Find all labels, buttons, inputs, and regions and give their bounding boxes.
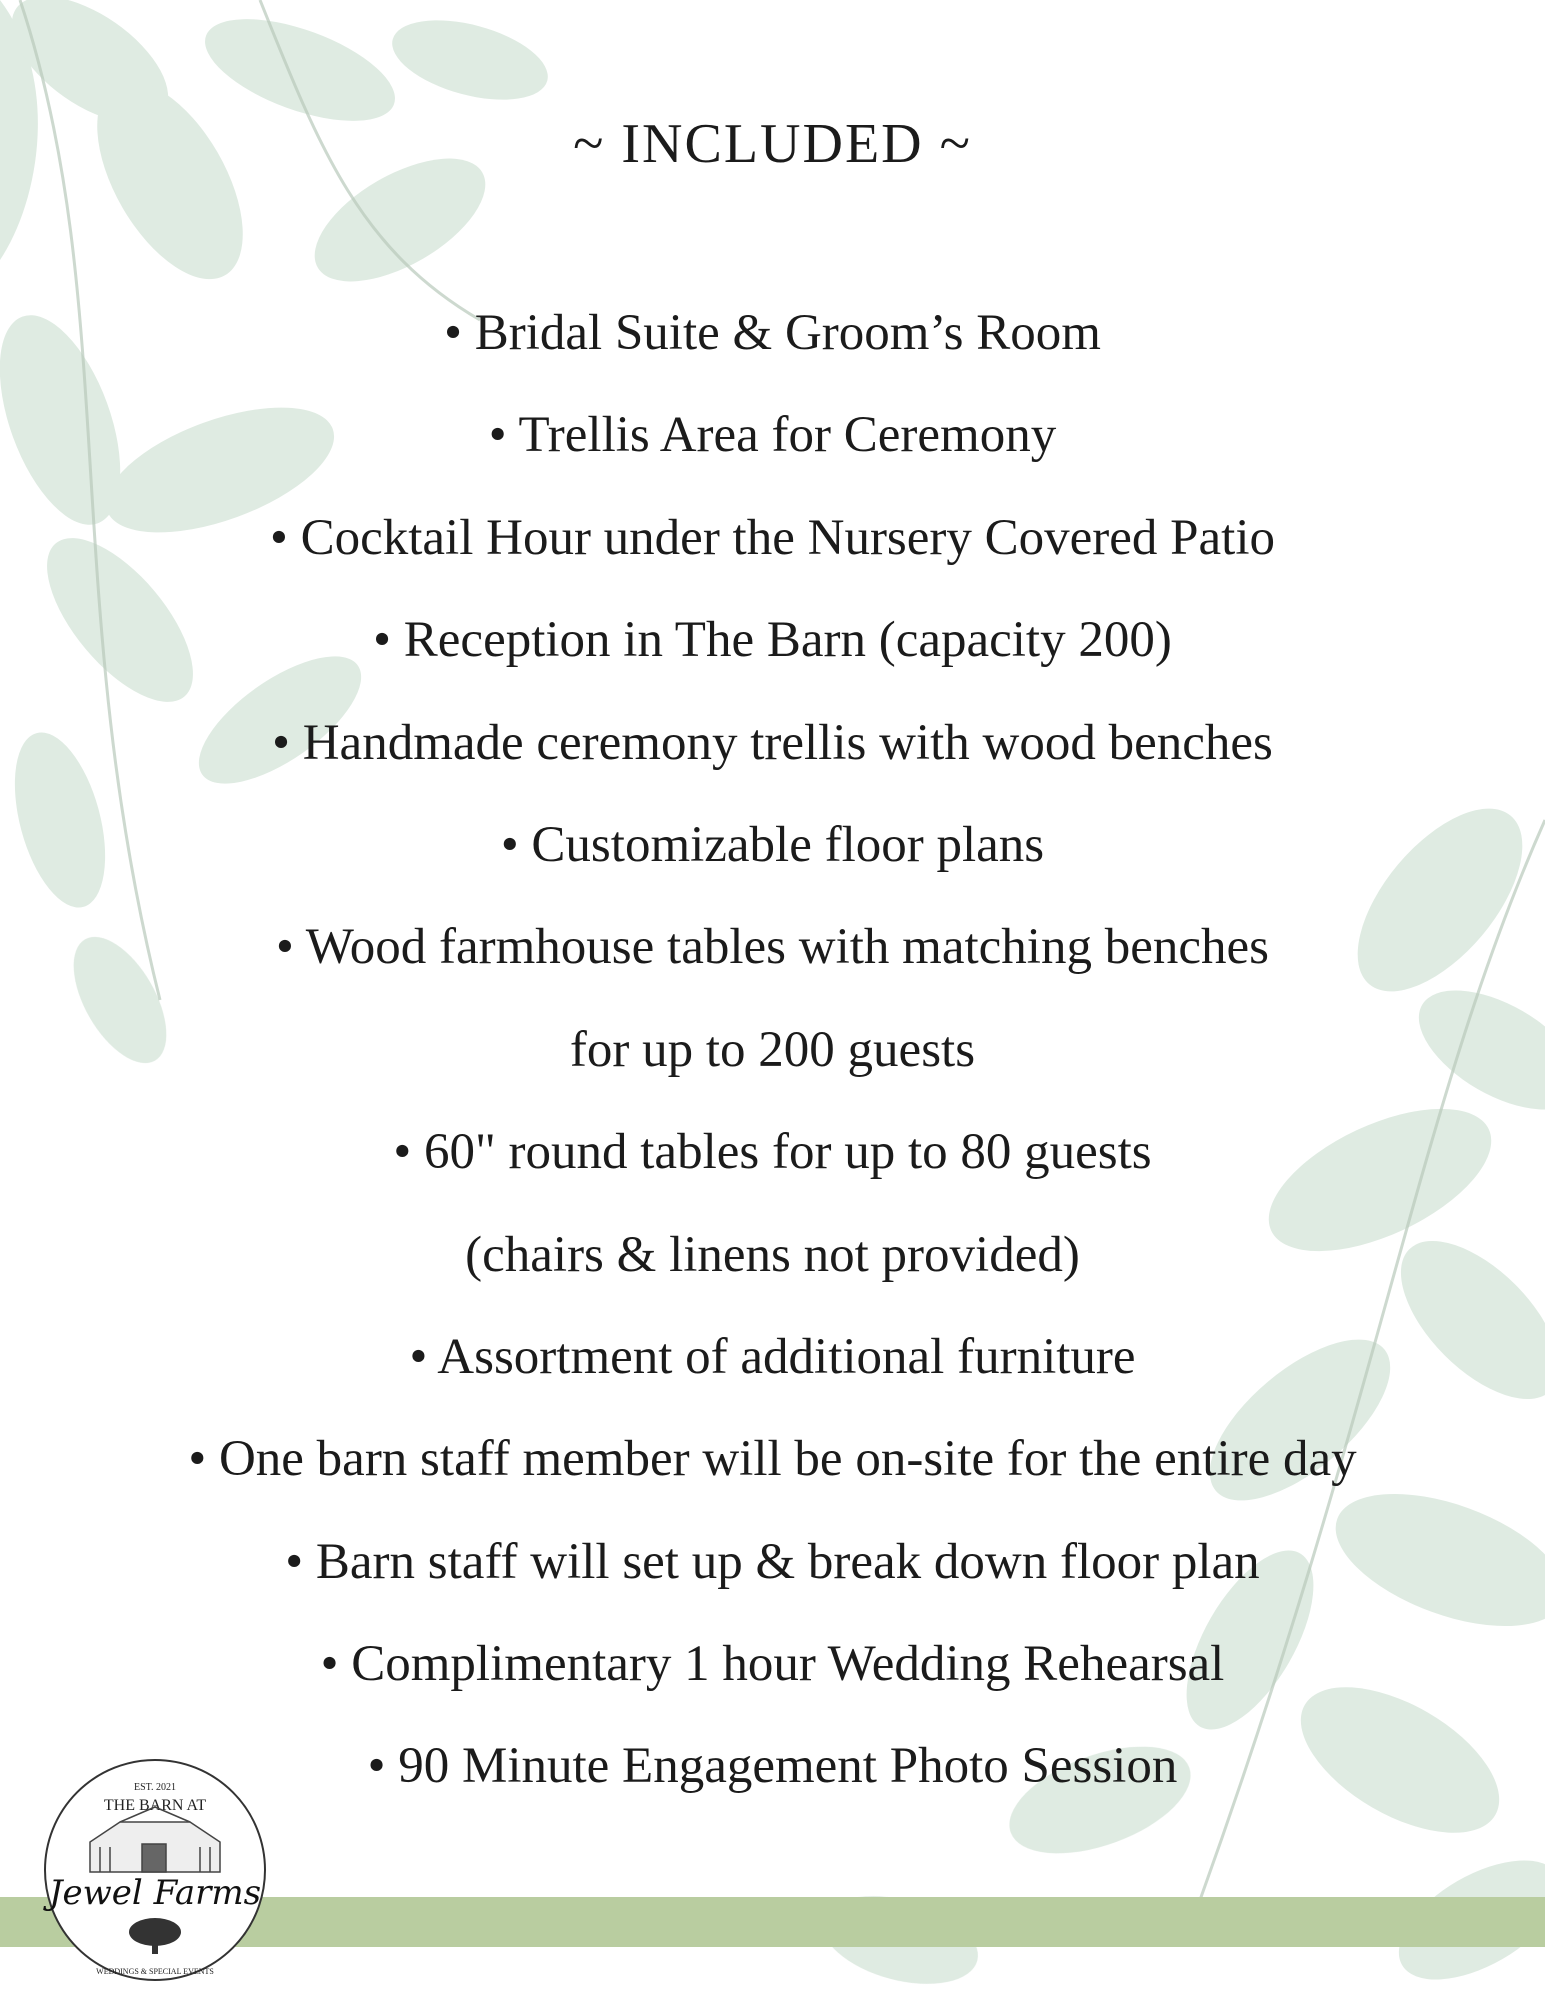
list-item-continuation: for up to 200 guests [569, 1021, 976, 1078]
list-item: • 60" round tables for up to 80 guests [393, 1124, 1152, 1181]
jewel-farms-logo [30, 1752, 280, 1990]
list-item: • Trellis Area for Ceremony [488, 407, 1057, 464]
logo-top-text: THE BARN AT [103, 1797, 207, 1814]
list-item: • Assortment of additional furniture [409, 1328, 1136, 1385]
list-item: • Handmade ceremony trellis with wood benches [272, 714, 1273, 771]
list-item: • One barn staff member will be on-site for the entire day [188, 1431, 1357, 1488]
list-item: • Complimentary 1 hour Wedding Rehearsal [320, 1636, 1225, 1693]
list-item-continuation: (chairs & linens not provided) [465, 1226, 1080, 1283]
logo-name: Jewel Farms [48, 1873, 262, 1913]
logo-est: EST. 2021 [133, 1782, 177, 1793]
list-item: • Cocktail Hour under the Nursery Covered Patio [269, 509, 1276, 566]
page-title: ~ INCLUDED ~ [573, 113, 972, 175]
list-item: • Reception in The Barn (capacity 200) [373, 612, 1172, 669]
included-list [0, 282, 1545, 1818]
list-item: • Barn staff will set up & break down floor plan [285, 1533, 1260, 1590]
list-item: • 90 Minute Engagement Photo Session [367, 1738, 1178, 1795]
list-item: • Wood farmhouse tables with matching benches [276, 919, 1269, 976]
list-item: • Customizable floor plans [500, 816, 1045, 873]
list-item: • Bridal Suite & Groom’s Room [444, 305, 1101, 361]
logo-bottom-text: WEDDINGS & SPECIAL EVENTS [96, 1967, 214, 1976]
